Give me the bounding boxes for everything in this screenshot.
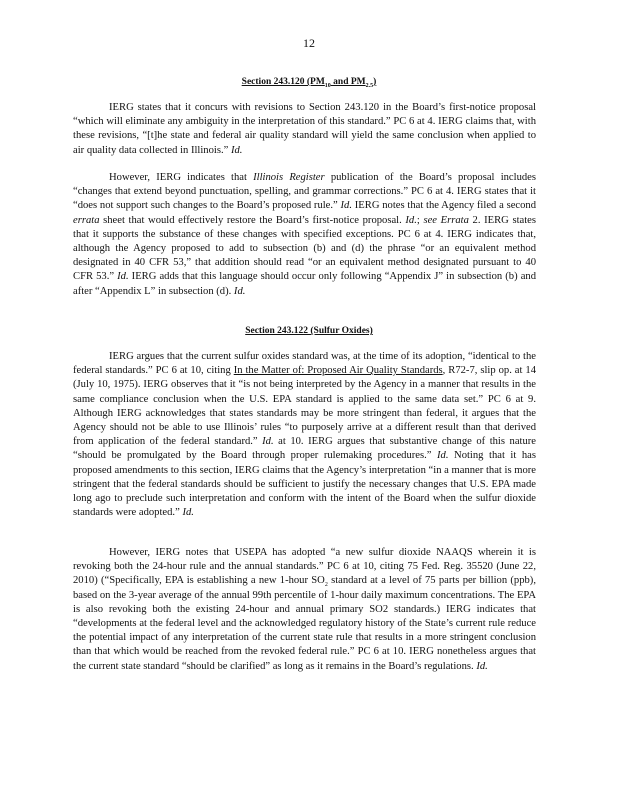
- paragraph-sulfur-oxides: IERG argues that the current sulfur oxides standard was, at the time of its adoption, “identical to the federal standards.” PC 6 at 10, citing In the Matter of: Proposed Air Quality Standards, R72-7, slip op. at 14 (July 10, 1975). IERG observes that it “is not being interpreted by the Agency in a manner that results in the same compliance conclusion when the U.S. EPA standard is applied to the same data set.” PC 6 at 9. Although IERG acknowledges that states standards may be more stringent than federal, it argues that the Agency should not be able to use Illinois’ rules “to purposely arrive at a different result than that derived from application of the federal standard.” Id. at 10. IERG argues that substantive change of this nature “should be promulgated by the Board through proper rulemaking procedures.” Id. Noting that it has proposed amendments to this section, IERG claims that the Agency’s interpretation “in a manner that is more stringent that the federal standards should be sufficient to justify the necessary changes that U.S. EPA made long ago to preclude such interpretation and conform with the intent of the Board when the sulfur dioxide standards were adopted.” Id.: [73, 351, 536, 519]
- section-heading-243-122: Section 243.122 (Sulfur Oxides): [245, 326, 373, 336]
- paragraph-pm-revisions: IERG states that it concurs with revisions to Section 243.120 in the Board’s first-notice proposal “which will eliminate any ambiguity in the interpretation of this standard.” PC 6 at 4. IERG claims that, with these revisions, “[t]he state and federal air quality standard will yield the same conclusion when applied to air quality data collected in Illinois.” Id.: [73, 102, 536, 156]
- paragraph-illinois-register: However, IERG indicates that Illinois Register publication of the Board’s proposal includes “changes that extend beyond punctuation, spelling, and grammar corrections.” PC 6 at 4. IERG states that it “does not support such changes to the Board’s proposed rule.” Id. IERG notes that the Agency filed a second errata sheet that would effectively restore the Board’s first-notice proposal. Id.; see Errata 2. IERG states that it supports the substance of these changes with specified exceptions. PC 6 at 4. IERG indicates that, although the Agency proposed to add to subsection (b) and (d) the phrase “or an equivalent method designated in 40 CFR 53,” that addition should read “or an equivalent method designated pursuant to 40 CFR 53.” Id. IERG adds that this language should occur only following “Appendix J” in subsection (b) and after “Appendix L” in subsection (d). Id.: [73, 172, 537, 297]
- paragraph-usepa-naaqs: However, IERG notes that USEPA has adopted “a new sulfur dioxide NAAQS wherein it is revoking both the 24-hour rule and the annual standards.” PC 6 at 10, citing 75 Fed. Reg. 35520 (June 22, 2010) (“Specifically, EPA is establishing a new 1-hour $SO_2$ standard at a level of 75 parts per billion (ppb), based on the 3-year average of the annual 99th percentile of 1-hour daily maximum concentrations. The EPA is also revoking both the existing 24-hour and annual primary SO2 standards.) IERG indicates that “developments at the federal level and the acknowledged regulatory history of the State’s current rule reduce the potential impact of any interpretation of the current state rule that results in a more stringent conclusion than that which would be reached from the revoked federal rule.” PC 6 at 10. IERG nonetheless argues that the current state standard “should be clarified” as long as it remains in the Board’s regulations. Id.: [73, 547, 536, 672]
- case-citation: In the Matter of: Proposed Air Quality Standards: [233, 365, 443, 377]
- page-number: 12: [303, 36, 315, 50]
- section-heading-243-120: Section 243.120 ($PM_{10}$ and $PM_{2.5}$): [241, 77, 377, 89]
